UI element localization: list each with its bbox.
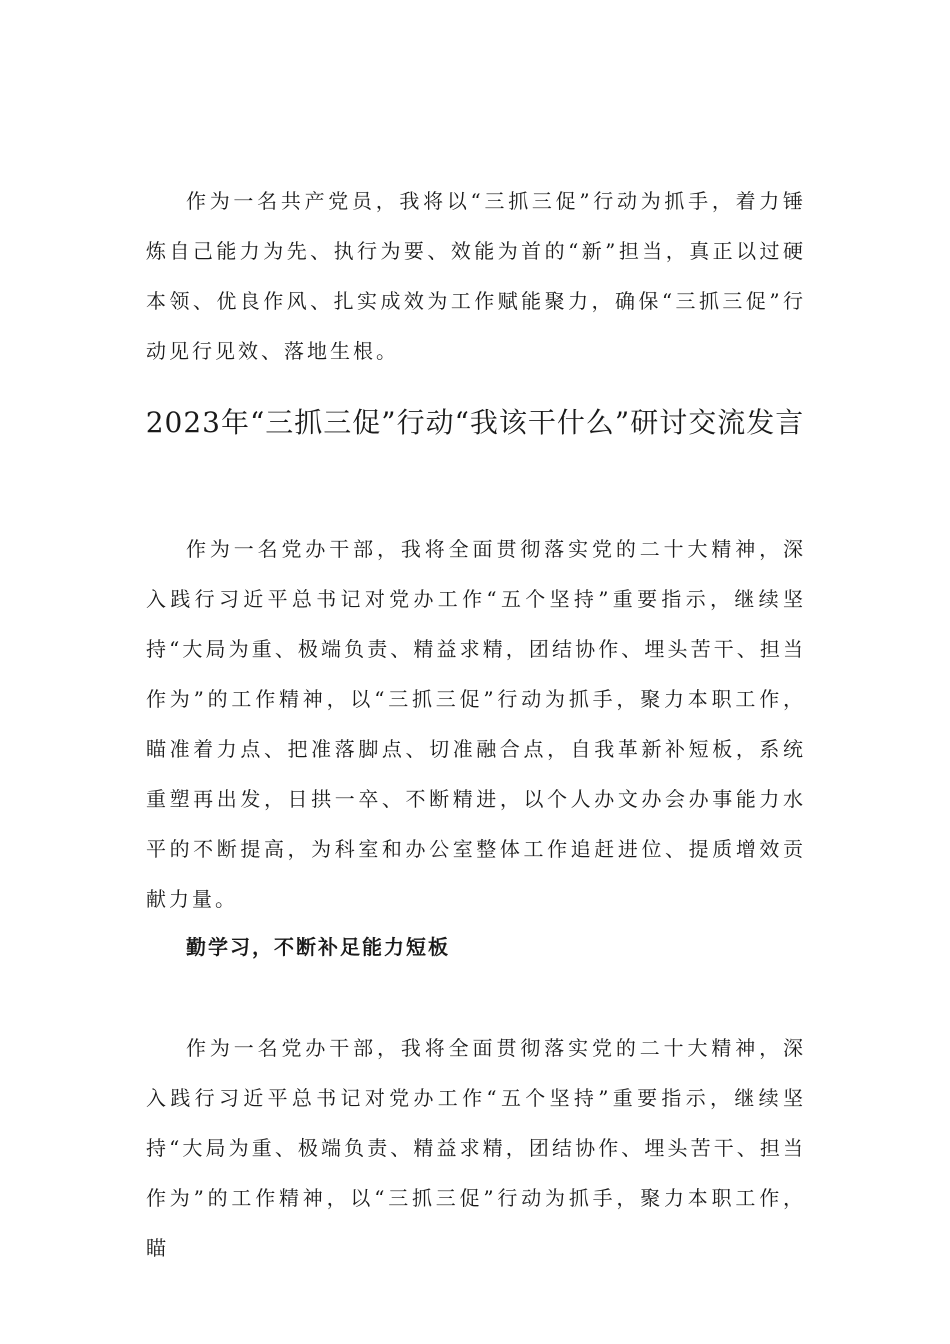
section-heading: 勤学习，不断补足能力短板 [186,935,450,959]
body-paragraph: 作为一名党办干部，我将全面贯彻落实党的二十大精神，深入践行习近平总书记对党办工作“五个坚持”重要指示，继续坚持“大局为重、极端负责、精益求精，团结协作、埋头苦干、担当作为”的工作精神，以“三抓三促”行动为抓手，聚力本职工作，瞄 [146,1036,806,1260]
body-paragraph: 作为一名党办干部，我将全面贯彻落实党的二十大精神，深入践行习近平总书记对党办工作“五个坚持”重要指示，继续坚持“大局为重、极端负责、精益求精，团结协作、埋头苦干、担当作为”的工作精神，以“三抓三促”行动为抓手，聚力本职工作，瞄准着力点、把准落脚点、切准融合点，自我革新补短板，系统重塑再出发，日拱一卒、不断精进，以个人办文办会办事能力水平的不断提高，为科室和办公室整体工作追赶进位、提质增效贡献力量。 [146,537,806,911]
document-title: 2023年“三抓三促”行动“我该干什么”研讨交流发言 [145,406,805,439]
body-paragraph: 作为一名共产党员，我将以“三抓三促”行动为抓手，着力锤炼自己能力为先、执行为要、效能为首的“新”担当，真正以过硬本领、优良作风、扎实成效为工作赋能聚力，确保“三抓三促”行动见行见效、落地生根。 [146,189,806,363]
